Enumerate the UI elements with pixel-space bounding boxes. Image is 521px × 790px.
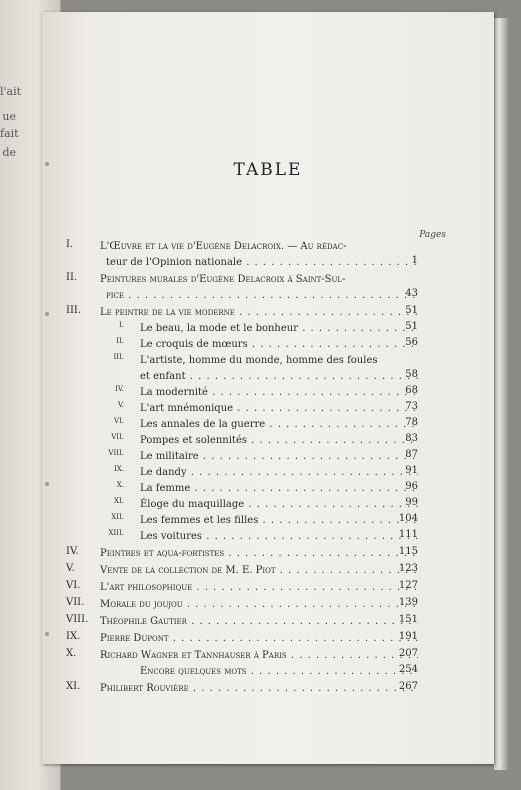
entry-title: Pompes et solennités . . . (140, 433, 418, 449)
entry-title: L'art philosophique . . . (100, 580, 418, 596)
toc-entry (42, 664, 494, 680)
toc-entry (42, 580, 494, 596)
toc-entry (42, 546, 494, 562)
entry-number: VI. (113, 417, 124, 425)
entry-title: Le beau, la mode et le bonheur . . . (140, 321, 418, 337)
entry-title: et enfant . . . (140, 369, 418, 385)
toc-entry (42, 305, 494, 321)
entry-number: VIII. (66, 614, 89, 625)
entry-title: Éloge du maquillage . . . (140, 497, 418, 513)
entry-title: Peintures murales d'Eugène Delacroix à Saint-Sul- (100, 274, 346, 285)
toc-entry (42, 255, 494, 271)
entry-page: 73 (405, 401, 418, 412)
entry-page: 267 (398, 681, 418, 692)
entry-title: Le peintre de la vie moderne . . . (100, 305, 418, 321)
facing-page-fragment: de (2, 146, 16, 159)
entry-page: 51 (405, 305, 418, 316)
entry-title: Philibert Rouvière . . . (100, 681, 418, 697)
entry-number: VIII. (108, 449, 124, 457)
entry-title: Peintres et aqua-fortistes . . . (100, 546, 418, 562)
toc-subentry (42, 465, 494, 481)
page-edge (494, 18, 508, 770)
toc-subentry (42, 433, 494, 449)
entry-title: Vente de la collection de M. E. Piot . . . (100, 563, 418, 579)
entry-number: I. (119, 321, 124, 329)
toc-entry (42, 272, 494, 288)
entry-number: I. (66, 239, 74, 250)
entry-title: Encore quelques mots . . . (140, 664, 418, 680)
toc-subentry (42, 497, 494, 513)
toc-entry (42, 631, 494, 647)
facing-page-fragment: l'ait (0, 85, 22, 98)
entry-number: IX. (114, 465, 124, 473)
entry-page: 1 (411, 255, 418, 266)
entry-title: Richard Wagner et Tannhauser à Paris . . . (100, 648, 418, 664)
entry-title: La modernité . . . (140, 385, 418, 401)
entry-page: 207 (398, 648, 418, 659)
toc-entry (42, 288, 494, 304)
toc-subentry (42, 321, 494, 337)
entry-page: 91 (405, 465, 418, 476)
entry-title: Les femmes et les filles . . . (140, 513, 418, 529)
entry-number: III. (66, 305, 82, 316)
entry-title: L'artiste, homme du monde, homme des foules (140, 355, 378, 366)
toc-entry (42, 239, 494, 255)
entry-page: 99 (405, 497, 418, 508)
toc-entry (42, 597, 494, 613)
entry-title: L'Œuvre et la vie d'Eugène Delacroix. — Au rédac- (100, 241, 347, 252)
entry-title: Le dandy . . . (140, 465, 418, 481)
entry-number: XI. (114, 497, 124, 505)
toc-subentry (42, 417, 494, 433)
entry-page: 127 (398, 580, 418, 591)
toc-subentry (42, 353, 494, 369)
entry-title: Le militaire . . . (140, 449, 418, 465)
entry-page: 56 (405, 337, 418, 348)
entry-page: 96 (405, 481, 418, 492)
entry-number: V. (117, 401, 124, 409)
entry-page: 123 (398, 563, 418, 574)
entry-title: pice . . . (106, 288, 418, 304)
toc-entry (42, 681, 494, 697)
toc-subentry (42, 401, 494, 417)
entry-page: 151 (398, 614, 418, 625)
toc-entry (42, 563, 494, 579)
entry-page: 51 (405, 321, 418, 332)
entry-number: III. (113, 353, 124, 361)
toc-subentry (42, 529, 494, 545)
entry-page: 83 (405, 433, 418, 444)
entry-number: V. (66, 563, 75, 574)
toc-subentry (42, 369, 494, 385)
entry-number: IX. (66, 631, 81, 642)
toc-subentry (42, 385, 494, 401)
entry-number: VII. (111, 433, 124, 441)
facing-page-fragment: fait (0, 127, 19, 140)
entry-number: VII. (66, 597, 85, 608)
entry-page: 139 (398, 597, 418, 608)
entry-title: Le croquis de mœurs . . . (140, 337, 418, 353)
entry-number: II. (116, 337, 124, 345)
entry-number: XI. (66, 681, 81, 692)
entry-number: XIII. (108, 529, 124, 537)
entry-page: 87 (405, 449, 418, 460)
entry-number: IV. (66, 546, 79, 557)
toc-subentry (42, 481, 494, 497)
entry-title: Morale du joujou . . . (100, 597, 418, 613)
entry-page: 58 (405, 369, 418, 380)
entry-page: 115 (398, 546, 418, 557)
entry-number: X. (116, 481, 124, 489)
toc-subentry (42, 337, 494, 353)
entry-title: L'art mnémonique . . . (140, 401, 418, 417)
entry-title: Les annales de la guerre . . . (140, 417, 418, 433)
entry-number: XII. (111, 513, 124, 521)
entry-title: Théophile Gautier . . . (100, 614, 418, 630)
entry-title: teur de l'Opinion nationale . . . (106, 255, 418, 271)
entry-number: VI. (66, 580, 81, 591)
pages-column-label: Pages (419, 230, 446, 240)
entry-number: II. (66, 272, 78, 283)
facing-page-fragment: ue (2, 110, 16, 123)
toc-entry (42, 648, 494, 664)
entry-page: 111 (398, 529, 418, 540)
toc-entry (42, 614, 494, 630)
entry-number: IV. (115, 385, 124, 393)
toc-subentry (42, 449, 494, 465)
entry-title: La femme . . . (140, 481, 418, 497)
entry-page: 68 (405, 385, 418, 396)
entry-number: X. (66, 648, 77, 659)
entry-page: 254 (398, 664, 418, 675)
book-page (42, 12, 494, 764)
entry-page: 43 (405, 288, 418, 299)
entry-title: Pierre Dupont . . . (100, 631, 418, 647)
entry-page: 191 (398, 631, 418, 642)
entry-title: Les voitures . . . (140, 529, 418, 545)
entry-page: 78 (405, 417, 418, 428)
entry-page: 104 (398, 513, 418, 524)
page-title: TABLE (233, 160, 303, 180)
toc-subentry (42, 513, 494, 529)
